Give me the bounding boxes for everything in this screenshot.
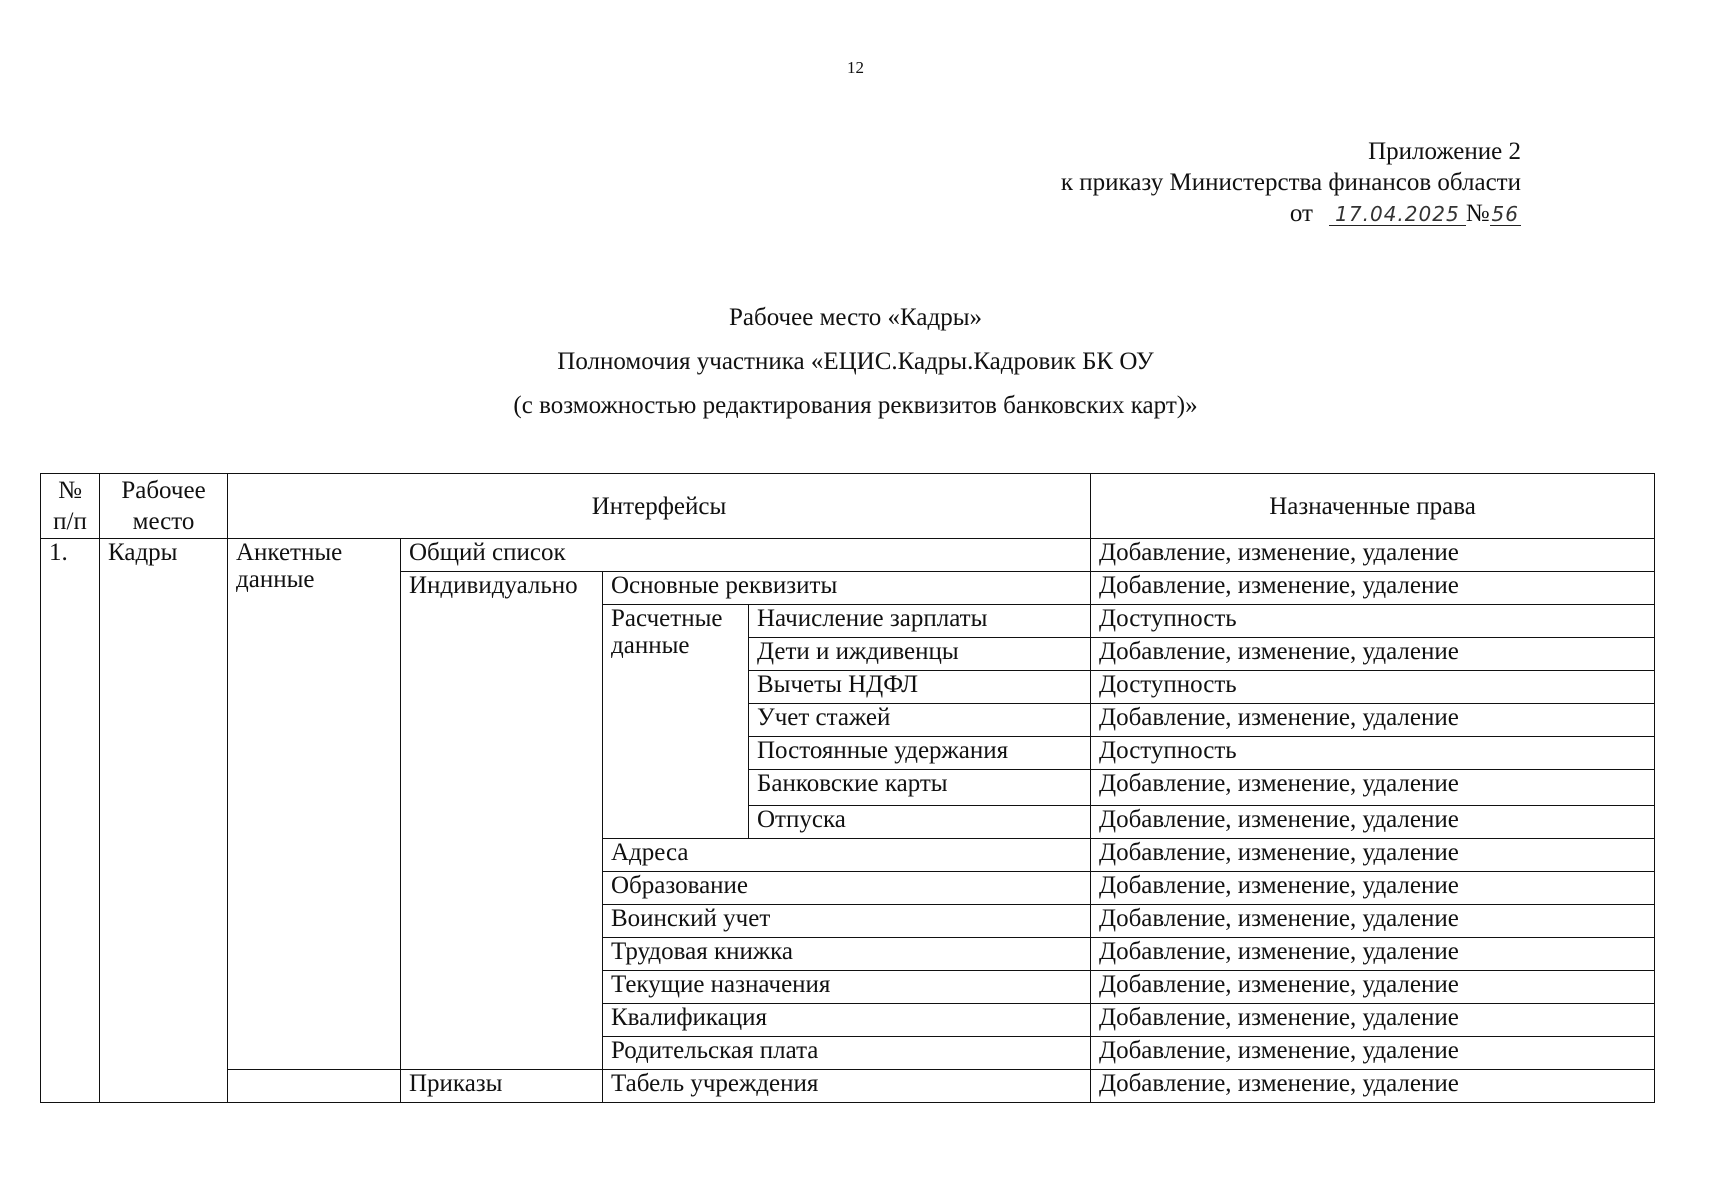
table-row <box>41 539 1655 572</box>
cell-interface: Учет стажей <box>749 704 1091 737</box>
cell-interface: Начисление зарплаты <box>749 605 1091 638</box>
cell-rights: Доступность <box>1091 605 1655 638</box>
cell-rights: Добавление, изменение, удаление <box>1091 704 1655 737</box>
cell-interface: Образование <box>603 872 1091 905</box>
cell-rights: Добавление, изменение, удаление <box>1091 539 1655 572</box>
cell-rights: Добавление, изменение, удаление <box>1091 872 1655 905</box>
table-row <box>41 1070 1655 1103</box>
table-header-row <box>41 474 1655 539</box>
header-interfaces: Интерфейсы <box>228 474 1091 539</box>
cell-interface: Постоянные удержания <box>749 737 1091 770</box>
cell-rights: Добавление, изменение, удаление <box>1091 1037 1655 1070</box>
cell-num: 1. <box>41 539 100 1103</box>
header-place: Рабочее место <box>100 474 228 539</box>
date-prefix: от <box>1289 200 1313 227</box>
cell-rights: Добавление, изменение, удаление <box>1091 905 1655 938</box>
cell-subsection: Индивидуально <box>401 572 603 1070</box>
cell-interface: Родительская плата <box>603 1037 1091 1070</box>
rights-table <box>40 473 1655 1103</box>
cell-interface: Адреса <box>603 839 1091 872</box>
appendix-order-ref: к приказу Министерства финансов области <box>1060 169 1521 196</box>
cell-interface: Трудовая книжка <box>603 938 1091 971</box>
handwritten-date: 17.04.2025 <box>1329 203 1466 226</box>
cell-rights: Добавление, изменение, удаление <box>1091 839 1655 872</box>
cell-section-continued <box>228 1070 401 1103</box>
cell-rights: Добавление, изменение, удаление <box>1091 770 1655 806</box>
page-number: 12 <box>847 58 864 77</box>
cell-interface: Дети и иждивенцы <box>749 638 1091 671</box>
cell-interface: Квалификация <box>603 1004 1091 1037</box>
cell-subsection: Приказы <box>401 1070 603 1103</box>
cell-rights: Доступность <box>1091 737 1655 770</box>
cell-rights: Добавление, изменение, удаление <box>1091 806 1655 839</box>
document-title <box>0 296 1711 428</box>
title-line-2: Полномочия участника «ЕЦИС.Кадры.Кадровик БК ОУ <box>557 348 1154 375</box>
title-line-1: Рабочее место «Кадры» <box>728 304 983 331</box>
cell-rights: Добавление, изменение, удаление <box>1091 1004 1655 1037</box>
cell-rights: Добавление, изменение, удаление <box>1091 938 1655 971</box>
cell-interface: Банковские карты <box>749 770 1091 806</box>
cell-rights: Добавление, изменение, удаление <box>1091 572 1655 605</box>
appendix-block <box>1061 136 1521 229</box>
cell-interface: Вычеты НДФЛ <box>749 671 1091 704</box>
cell-section: Анкетные данные <box>228 539 401 1070</box>
cell-rights: Добавление, изменение, удаление <box>1091 638 1655 671</box>
cell-interface: Воинский учет <box>603 905 1091 938</box>
cell-rights: Добавление, изменение, удаление <box>1091 971 1655 1004</box>
cell-interface: Отпуска <box>749 806 1091 839</box>
appendix-title: Приложение 2 <box>1368 138 1521 165</box>
cell-calc-group: Расчетные данные <box>603 605 749 839</box>
header-num: № п/п <box>41 474 100 539</box>
cell-rights: Добавление, изменение, удаление <box>1091 1070 1655 1103</box>
number-prefix: № <box>1465 200 1490 227</box>
cell-interface: Табель учреждения <box>603 1070 1091 1103</box>
cell-interface: Текущие назначения <box>603 971 1091 1004</box>
appendix-date-line <box>1061 198 1521 229</box>
header-rights: Назначенные права <box>1091 474 1655 539</box>
cell-rights: Доступность <box>1091 671 1655 704</box>
cell-interface: Основные реквизиты <box>603 572 1091 605</box>
handwritten-number: 56 <box>1491 202 1519 226</box>
cell-interface: Общий список <box>401 539 1091 572</box>
title-line-3: (с возможностью редактирования реквизитов банковских карт)» <box>513 392 1198 419</box>
cell-place: Кадры <box>100 539 228 1103</box>
